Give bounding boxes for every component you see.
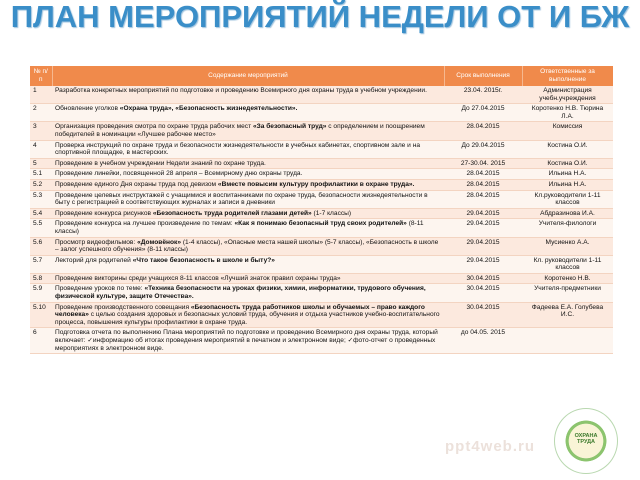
row-content-pre: Подготовка отчета по выполнению Плана мероприятий по подготовке и проведению Всемирного дня охраны труда, который включает: ✓информацию об итогах проведения мероприятий в печатном и электронном виде; ✓фото-отчет о проведенных мероприятиях в электронном виде. — [55, 329, 438, 352]
row-content-pre: Просмотр видеофильмов: — [55, 238, 138, 246]
row-number: 5.2 — [30, 179, 52, 190]
row-responsible: Коротенко Н.В. Тюрина Л.А. — [522, 104, 613, 122]
row-deadline: 28.04.2015 — [444, 190, 522, 208]
header-deadline: Срок выполнения — [444, 66, 522, 86]
row-deadline: 23.04. 2015г. — [444, 86, 522, 104]
row-deadline: 28.04.2015 — [444, 122, 522, 140]
table-body — [30, 86, 613, 354]
row-number: 5.9 — [30, 284, 52, 302]
plan-table — [30, 66, 613, 354]
row-content-bold: «Как я понимаю безопасный труд своих родителей» — [234, 220, 407, 228]
row-responsible: Учителя-филологи — [522, 219, 613, 237]
row-content — [52, 255, 444, 273]
row-deadline: 30.04.2015 — [444, 284, 522, 302]
row-content-bold: «Домовёнок» — [137, 238, 181, 246]
table-row — [30, 169, 613, 180]
row-content-pre: Проведение в учебном учреждении Недели знаний по охране труда. — [55, 159, 266, 167]
page-title: ПЛАН МЕРОПРИЯТИЙ НЕДЕЛИ ОТ И БЖ — [10, 0, 630, 34]
row-content-bold: «Что такое безопасность в школе и быту?» — [132, 256, 275, 264]
row-content — [52, 122, 444, 140]
table-row — [30, 328, 613, 354]
row-responsible: Мусиенко А.А. — [522, 237, 613, 255]
row-number: 5.4 — [30, 208, 52, 219]
row-deadline: 30.04.2015 — [444, 302, 522, 328]
row-number: 4 — [30, 140, 52, 158]
row-deadline: 30.04.2015 — [444, 273, 522, 284]
row-content-pre: Обновление уголков — [55, 105, 120, 113]
row-content-pre: Проведение целевых инструктажей с учащимися и воспитанниками по охране труда, безопасности жизнедеятельности в быту с регистрацией в соответствующих журналах и записи в дневники — [55, 191, 428, 207]
table-row — [30, 302, 613, 328]
row-deadline: 29.04.2015 — [444, 219, 522, 237]
row-content-pre: Проверка инструкций по охране труда и безопасности жизнедеятельности в учебных кабинетах, спортивном зале и на спортивной площадке, в мастерских. — [55, 141, 421, 157]
row-deadline: до 04.05. 2015 — [444, 328, 522, 354]
row-deadline: 29.04.2015 — [444, 255, 522, 273]
row-number: 2 — [30, 104, 52, 122]
row-responsible: Костина О.И. — [522, 140, 613, 158]
row-number: 3 — [30, 122, 52, 140]
table-row — [30, 273, 613, 284]
table-row — [30, 190, 613, 208]
row-deadline: 29.04.2015 — [444, 208, 522, 219]
row-content — [52, 208, 444, 219]
row-content-pre: Проведение производственного совещания — [55, 303, 191, 311]
row-responsible: Фадеева Е.А. Голубева И.С. — [522, 302, 613, 328]
row-content-bold: «Безопасность труда родителей глазами детей» — [152, 209, 312, 217]
row-responsible: Администрация учебн.учреждения — [522, 86, 613, 104]
row-content — [52, 302, 444, 328]
row-content — [52, 158, 444, 169]
row-content-bold: «Техника безопасности на уроках физики, химии, информатики, трудового обучения, физической культуре, защите Отечества». — [55, 285, 426, 301]
row-number: 5.7 — [30, 255, 52, 273]
row-content — [52, 140, 444, 158]
row-content — [52, 284, 444, 302]
row-content-pre: Проведение викторины среди учащихся 8-11 классов «Лучший знаток правил охраны труда» — [55, 274, 341, 282]
row-deadline: 29.04.2015 — [444, 237, 522, 255]
row-content — [52, 273, 444, 284]
row-responsible: Коротенко Н.В. — [522, 273, 613, 284]
table-header-row — [30, 66, 613, 86]
row-responsible: Абдразинова И.А. — [522, 208, 613, 219]
header-number: № п/п — [30, 66, 52, 86]
row-content-bold: «За безопасный труд» — [252, 123, 327, 131]
row-content-bold: «Охрана труда», «Безопасность жизнедеятельности». — [119, 105, 298, 113]
row-number: 6 — [30, 328, 52, 354]
header-content: Содержание мероприятий — [52, 66, 444, 86]
row-deadline: 28.04.2015 — [444, 169, 522, 180]
table-row — [30, 284, 613, 302]
table-row — [30, 237, 613, 255]
row-responsible: Костина О.И. — [522, 158, 613, 169]
row-content-post: с определением и поощрением победителей в номинации «Лучшее рабочее место» — [55, 123, 425, 138]
table-row — [30, 140, 613, 158]
row-content-pre: Проведение конкурса рисунков — [55, 209, 153, 217]
row-deadline: 28.04.2015 — [444, 179, 522, 190]
plan-table-container — [30, 66, 613, 480]
row-content-pre: Проведение уроков по теме: — [55, 285, 145, 293]
row-content — [52, 169, 444, 180]
table-row — [30, 255, 613, 273]
row-number: 5.5 — [30, 219, 52, 237]
row-content — [52, 219, 444, 237]
table-row — [30, 158, 613, 169]
row-content — [52, 104, 444, 122]
row-content — [52, 328, 444, 354]
table-row — [30, 122, 613, 140]
row-content-post: с целью создания здоровых и безопасных условий труда, обучения и отдыха участников учебно-воспитательного процесса, повышения культуры профилактики в охране труда. — [55, 311, 440, 326]
row-number: 5.3 — [30, 190, 52, 208]
row-content — [52, 179, 444, 190]
row-number: 5.1 — [30, 169, 52, 180]
row-content — [52, 190, 444, 208]
row-content-pre: Лекторий для родителей — [55, 256, 133, 264]
row-responsible: Учителя-предметники — [522, 284, 613, 302]
row-content-post: (8-11 классы) — [55, 220, 424, 235]
table-row — [30, 208, 613, 219]
row-responsible: Ильина Н.А. — [522, 179, 613, 190]
row-number: 1 — [30, 86, 52, 104]
row-content-pre: Организация проведения смотра по охране труда рабочих мест — [55, 123, 253, 131]
row-content — [52, 86, 444, 104]
watermark: ppt4web.ru — [445, 438, 536, 455]
table-row — [30, 104, 613, 122]
row-number: 5.8 — [30, 273, 52, 284]
row-content-pre: Проведение конкурса на лучшее произведение по темам: — [55, 220, 235, 228]
row-responsible: Комиссия — [522, 122, 613, 140]
row-content-pre: Разработка конкретных мероприятий по подготовке и проведению Всемирного дня охраны труда в учебном учреждении. — [55, 87, 427, 94]
row-responsible: Кл. руководители 1-11 классов — [522, 255, 613, 273]
row-content-post: (1-7 классы) — [311, 209, 352, 217]
logo-text: ОХРАНА ТРУДА — [574, 433, 598, 445]
table-row — [30, 179, 613, 190]
row-deadline: 27-30.04. 2015 — [444, 158, 522, 169]
row-responsible: Ильина Н.А. — [522, 169, 613, 180]
row-responsible: Кл.руководители 1-11 классов — [522, 190, 613, 208]
row-content-bold: «Вместе повысим культуру профилактики в охране труда». — [217, 180, 415, 188]
row-content-pre: Проведение единого Дня охраны труда под девизом — [55, 180, 218, 188]
table-row — [30, 86, 613, 104]
row-content-bold: «Безопасность труда работников школы и обучаемых – право каждого человека» — [55, 303, 425, 319]
row-responsible — [522, 328, 613, 354]
row-content-post: (1-4 классы), «Опасные места нашей школы» (5-7 классы), «Безопасность в школе – залог успешного обучения» (8-11 классы) — [55, 238, 439, 254]
row-content — [52, 237, 444, 255]
row-number: 5.6 — [30, 237, 52, 255]
row-number: 5.10 — [30, 302, 52, 328]
row-deadline: До 29.04.2015 — [444, 140, 522, 158]
header-responsible: Ответственные за выполнение — [522, 66, 613, 86]
row-deadline: До 27.04.2015 — [444, 104, 522, 122]
safety-logo — [554, 408, 618, 474]
row-content-pre: Проведение линейки, посвященной 28 апреля – Всемирному дню охраны труда. — [55, 170, 303, 178]
row-number: 5 — [30, 158, 52, 169]
table-row — [30, 219, 613, 237]
